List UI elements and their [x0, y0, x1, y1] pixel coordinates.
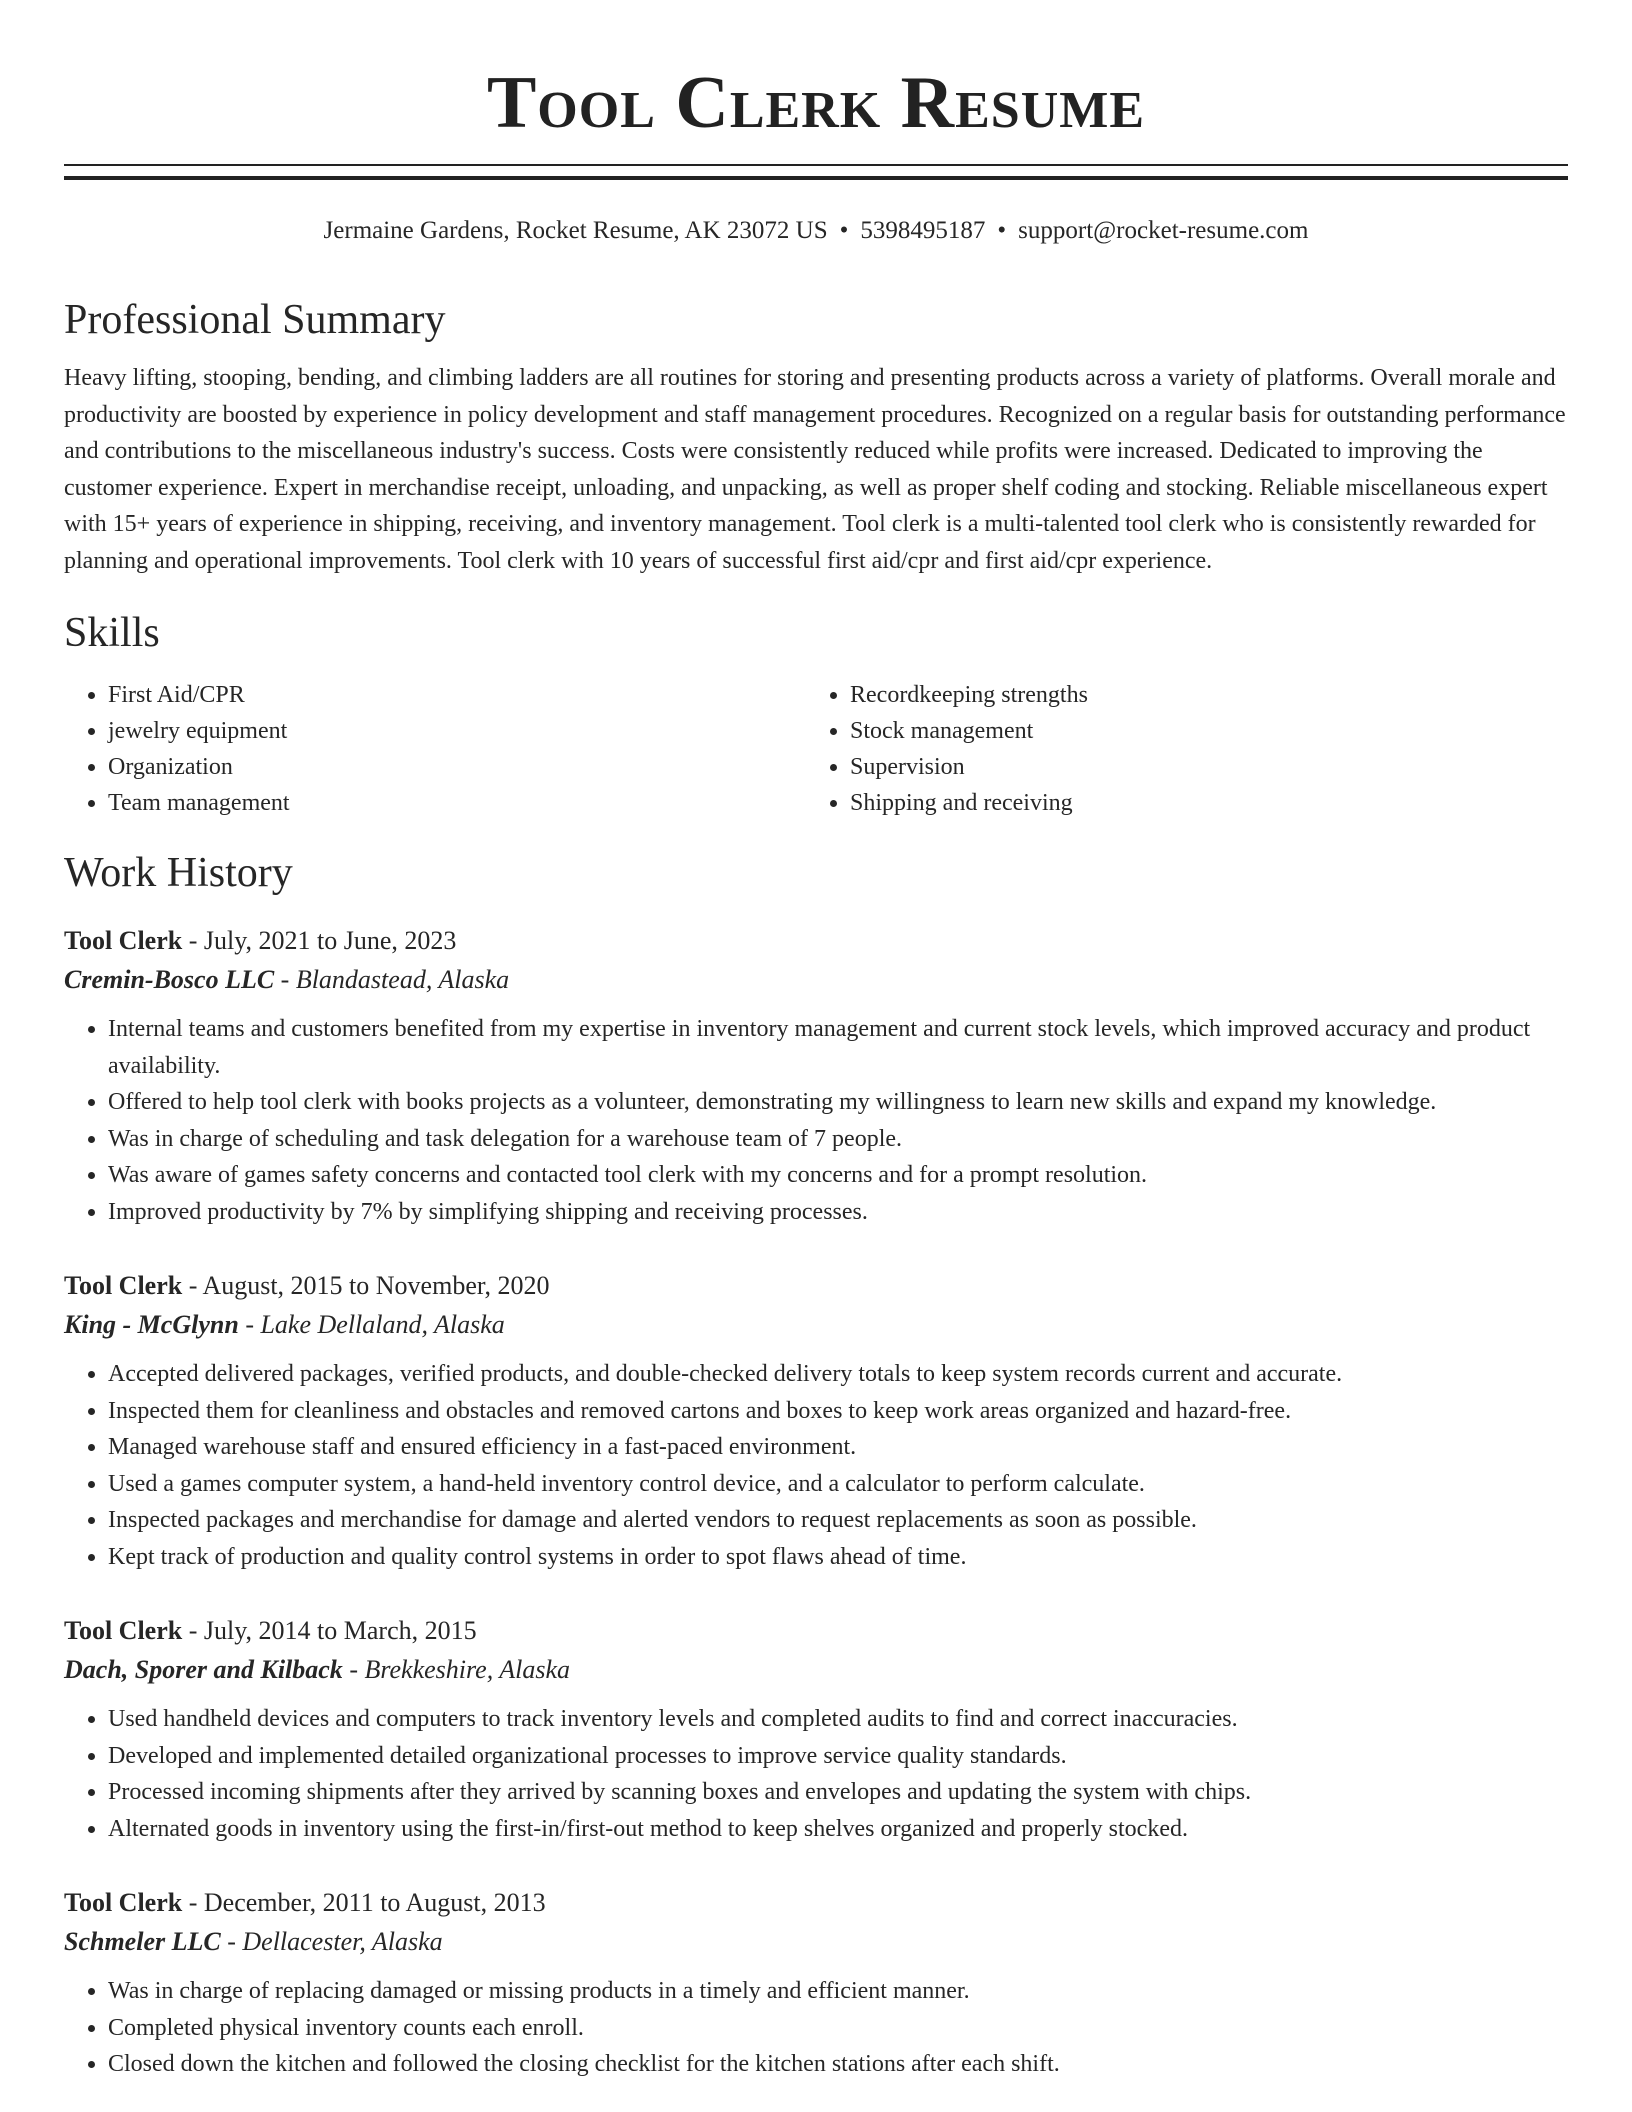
job-bullet: • Processed incoming shipments after they arrived by scanning boxes and envelopes and updating the system with chips. — [108, 1774, 1568, 1811]
job-title-line — [64, 1611, 1568, 1651]
job-bullet: • Offered to help tool clerk with books projects as a volunteer, demonstrating my willingness to learn new skills and expand my knowledge. — [108, 1084, 1568, 1121]
job-location: - Lake Dellaland, Alaska — [238, 1310, 505, 1339]
job-role: Tool Clerk — [64, 926, 183, 955]
title-divider — [64, 164, 1568, 180]
job-bullets — [64, 1973, 1568, 2083]
job-company: King - McGlynn — [64, 1310, 239, 1339]
contact-email: support@rocket-resume.com — [1018, 217, 1309, 244]
job-company-line — [64, 961, 1568, 999]
job-entry — [64, 921, 1568, 1230]
job-company: Dach, Sporer and Kilback — [64, 1655, 343, 1684]
job-title-line — [64, 1266, 1568, 1306]
job-bullet: • Was in charge of scheduling and task delegation for a warehouse team of 7 people. — [108, 1121, 1568, 1158]
skill-item: • Supervision — [850, 749, 1548, 785]
job-bullet: • Was in charge of replacing damaged or missing products in a timely and efficient manner. — [108, 1973, 1568, 2010]
skill-item: • Recordkeeping strengths — [850, 677, 1548, 713]
resume-title: Tool Clerk Resume — [486, 62, 1146, 144]
job-bullet: • Was aware of games safety concerns and contacted tool clerk with my concerns and for a prompt resolution. — [108, 1157, 1568, 1194]
job-bullet: • Internal teams and customers benefited from my expertise in inventory management and current stock levels, which improved accuracy and product availability. — [108, 1011, 1568, 1084]
resume-page — [64, 0, 1568, 2083]
job-role: Tool Clerk — [64, 1271, 183, 1300]
contact-phone: 5398495187 — [860, 217, 986, 244]
skills-heading: Skills — [64, 610, 160, 656]
job-location: - Dellacester, Alaska — [220, 1927, 443, 1956]
job-entry — [64, 1611, 1568, 1847]
job-location: - Brekkeshire, Alaska — [342, 1655, 570, 1684]
job-bullet: • Closed down the kitchen and followed the closing checklist for the kitchen stations after each shift. — [108, 2046, 1568, 2083]
job-company: Schmeler LLC — [64, 1927, 221, 1956]
job-title-line — [64, 1883, 1568, 1923]
job-dates: - July, 2021 to June, 2023 — [182, 926, 457, 955]
job-bullet: • Used a games computer system, a hand-held inventory control device, and a calculator to perform calculate. — [108, 1466, 1568, 1503]
skills-column-left — [64, 677, 806, 821]
job-dates: - August, 2015 to November, 2020 — [182, 1271, 550, 1300]
skill-item: • Organization — [108, 749, 806, 785]
contact-separator: • — [997, 217, 1007, 244]
job-company-line — [64, 1306, 1568, 1344]
job-bullet: • Completed physical inventory counts each enroll. — [108, 2010, 1568, 2047]
job-bullet: • Managed warehouse staff and ensured efficiency in a fast-paced environment. — [108, 1429, 1568, 1466]
skill-item: • Stock management — [850, 713, 1548, 749]
job-role: Tool Clerk — [64, 1616, 183, 1645]
job-entry — [64, 1883, 1568, 2083]
contact-line — [64, 214, 1568, 248]
job-bullet: • Kept track of production and quality control systems in order to spot flaws ahead of time. — [108, 1539, 1568, 1576]
job-bullet: • Developed and implemented detailed organizational processes to improve service quality standards. — [108, 1738, 1568, 1775]
contact-separator: • — [839, 217, 849, 244]
job-company-line — [64, 1923, 1568, 1961]
job-location: - Blandastead, Alaska — [274, 965, 510, 994]
work-history-heading: Work History — [64, 850, 293, 896]
job-dates: - December, 2011 to August, 2013 — [182, 1888, 546, 1917]
job-bullet: • Alternated goods in inventory using the first-in/first-out method to keep shelves organized and properly stocked. — [108, 1811, 1568, 1848]
job-bullet: • Accepted delivered packages, verified products, and double-checked delivery totals to keep system records current and accurate. — [108, 1356, 1568, 1393]
job-bullets — [64, 1356, 1568, 1575]
summary-text: Heavy lifting, stooping, bending, and climbing ladders are all routines for storing and presenting products across a variety of platforms. Overall morale and productivity are boosted by experience in policy development and staff management procedures. Recognized on a regular basis for outstanding performance and contributions to the miscellaneous industry's success. Costs were consistently reduced while profits were increased. Dedicated to improving the customer experience. Expert in merchandise receipt, unloading, and unpacking, as well as proper shelf coding and stocking. Reliable miscellaneous expert with 15+ years of experience in shipping, receiving, and inventory management. Tool clerk is a multi-talented tool clerk who is consistently rewarded for planning and operational improvements. Tool clerk with 10 years of successful first aid/cpr and first aid/cpr experience. — [64, 365, 1566, 574]
skills-column-right — [806, 677, 1548, 821]
summary-heading: Professional Summary — [64, 297, 446, 343]
skills-list — [64, 677, 1568, 821]
job-role: Tool Clerk — [64, 1888, 183, 1917]
contact-address: Jermaine Gardens, Rocket Resume, AK 23072 US — [323, 217, 828, 244]
job-bullet: • Inspected packages and merchandise for damage and alerted vendors to request replacements as soon as possible. — [108, 1502, 1568, 1539]
job-company-line — [64, 1651, 1568, 1689]
job-dates: - July, 2014 to March, 2015 — [182, 1616, 477, 1645]
job-title-line — [64, 921, 1568, 961]
job-bullets — [64, 1011, 1568, 1230]
job-bullet: • Improved productivity by 7% by simplifying shipping and receiving processes. — [108, 1194, 1568, 1231]
job-company: Cremin-Bosco LLC — [64, 965, 275, 994]
skill-item: • jewelry equipment — [108, 713, 806, 749]
job-bullet: • Inspected them for cleanliness and obstacles and removed cartons and boxes to keep work areas organized and hazard-free. — [108, 1393, 1568, 1430]
job-entry — [64, 1266, 1568, 1575]
job-bullet: • Used handheld devices and computers to track inventory levels and completed audits to find and correct inaccuracies. — [108, 1701, 1568, 1738]
job-bullets — [64, 1701, 1568, 1847]
skill-item: • Shipping and receiving — [850, 785, 1548, 821]
skill-item: • First Aid/CPR — [108, 677, 806, 713]
skill-item: • Team management — [108, 785, 806, 821]
